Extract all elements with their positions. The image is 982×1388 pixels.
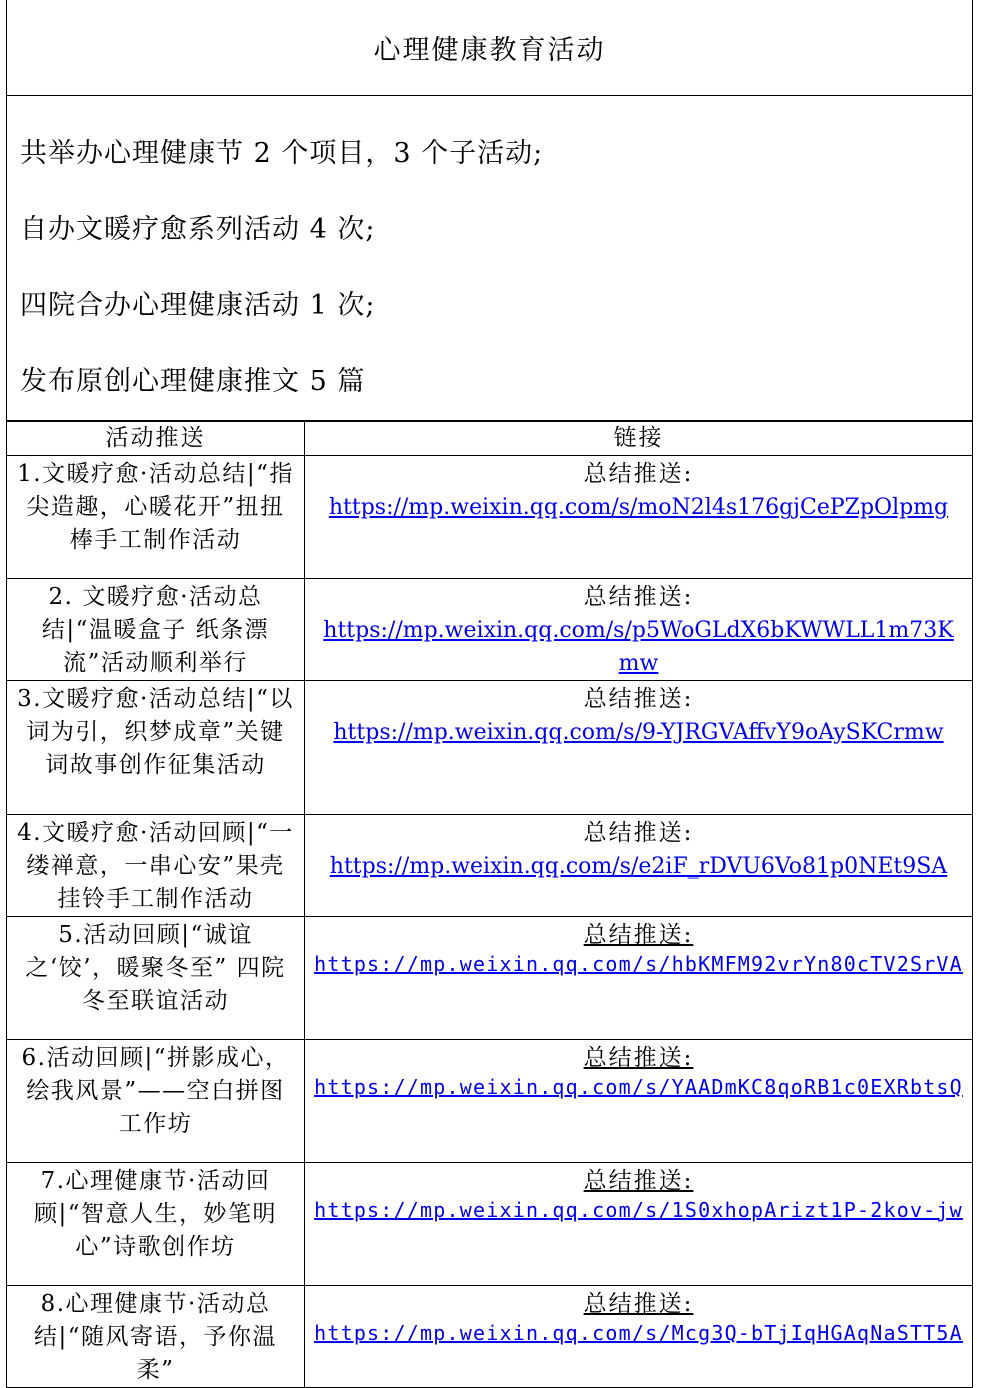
table-row [7,1163,973,1286]
activity-name: 2. 文暖疗愈·活动总结|“温暖盒子 纸条漂流”活动顺利举行 [41,584,270,676]
page-title: 心理健康教育活动 [6,0,973,96]
activity-name: 4.文暖疗愈·活动回顾|“一缕禅意，一串心安”果壳挂铃手工制作活动 [17,820,294,912]
activity-link[interactable]: https://mp.weixin.qq.com/s/moN2l4s176gjCePZpOlpmg [328,495,949,520]
activity-name: 8.心理健康节·活动总结|“随风寄语，予你温柔” [33,1291,277,1383]
activity-link[interactable]: https://mp.weixin.qq.com/s/1S0xhopArizt1P-2kov-jw [314,1198,963,1222]
link-label: 总结推送: [583,686,694,712]
table-header-row [7,422,973,456]
summary-line: 自办文暖疗愈系列活动 4 次; [20,214,376,245]
activity-link[interactable]: https://mp.weixin.qq.com/s/9-YJRGVAffvY9oAySKCrmw [333,720,944,745]
table-row [7,1286,973,1388]
activity-name: 7.心理健康节·活动回顾|“智意人生，妙笔明心”诗歌创作坊 [33,1168,277,1260]
summary-section [6,96,973,421]
table-row [7,579,973,681]
table-row [7,456,973,579]
activity-table [6,421,973,1388]
activity-link[interactable]: https://mp.weixin.qq.com/s/hbKMFM92vrYn80cTV2SrVA [314,952,963,976]
activity-link[interactable]: https://mp.weixin.qq.com/s/p5WoGLdX6bKWWLL1m73Kmw [323,618,954,676]
activity-name: 6.活动回顾|“拼影成心，绘我风景”——空白拼图工作坊 [21,1045,290,1137]
link-label: 总结推送: [583,1168,694,1194]
header-link: 链接 [305,422,973,456]
summary-line: 四院合办心理健康活动 1 次; [20,290,376,321]
table-row [7,917,973,1040]
link-label: 总结推送: [583,1045,694,1071]
activity-link[interactable]: https://mp.weixin.qq.com/s/Mcg3Q-bTjIqHGAqNaSTT5A [314,1321,963,1345]
link-label: 总结推送: [583,461,694,487]
document [6,0,973,1388]
table-row [7,1040,973,1163]
table-row [7,815,973,917]
summary-line: 共举办心理健康节 2 个项目，3 个子活动; [20,138,544,169]
activity-name: 3.文暖疗愈·活动总结|“以词为引，织梦成章”关键词故事创作征集活动 [17,686,294,778]
activity-name: 5.活动回顾|“诚谊之‘饺’，暖聚冬至” 四院冬至联谊活动 [25,922,286,1014]
table-row [7,681,973,815]
link-label: 总结推送: [583,922,694,948]
link-label: 总结推送: [583,1291,694,1317]
link-label: 总结推送: [583,820,694,846]
activity-name: 1.文暖疗愈·活动总结|“指尖造趣，心暖花开”扭扭棒手工制作活动 [17,461,294,553]
summary-line: 发布原创心理健康推文 5 篇 [20,366,366,397]
header-activity: 活动推送 [7,422,305,456]
link-label: 总结推送: [583,584,694,610]
activity-link[interactable]: https://mp.weixin.qq.com/s/YAADmKC8qoRB1c0EXRbtsQ [314,1075,963,1099]
activity-link[interactable]: https://mp.weixin.qq.com/s/e2iF_rDVU6Vo81p0NEt9SA [329,854,948,879]
